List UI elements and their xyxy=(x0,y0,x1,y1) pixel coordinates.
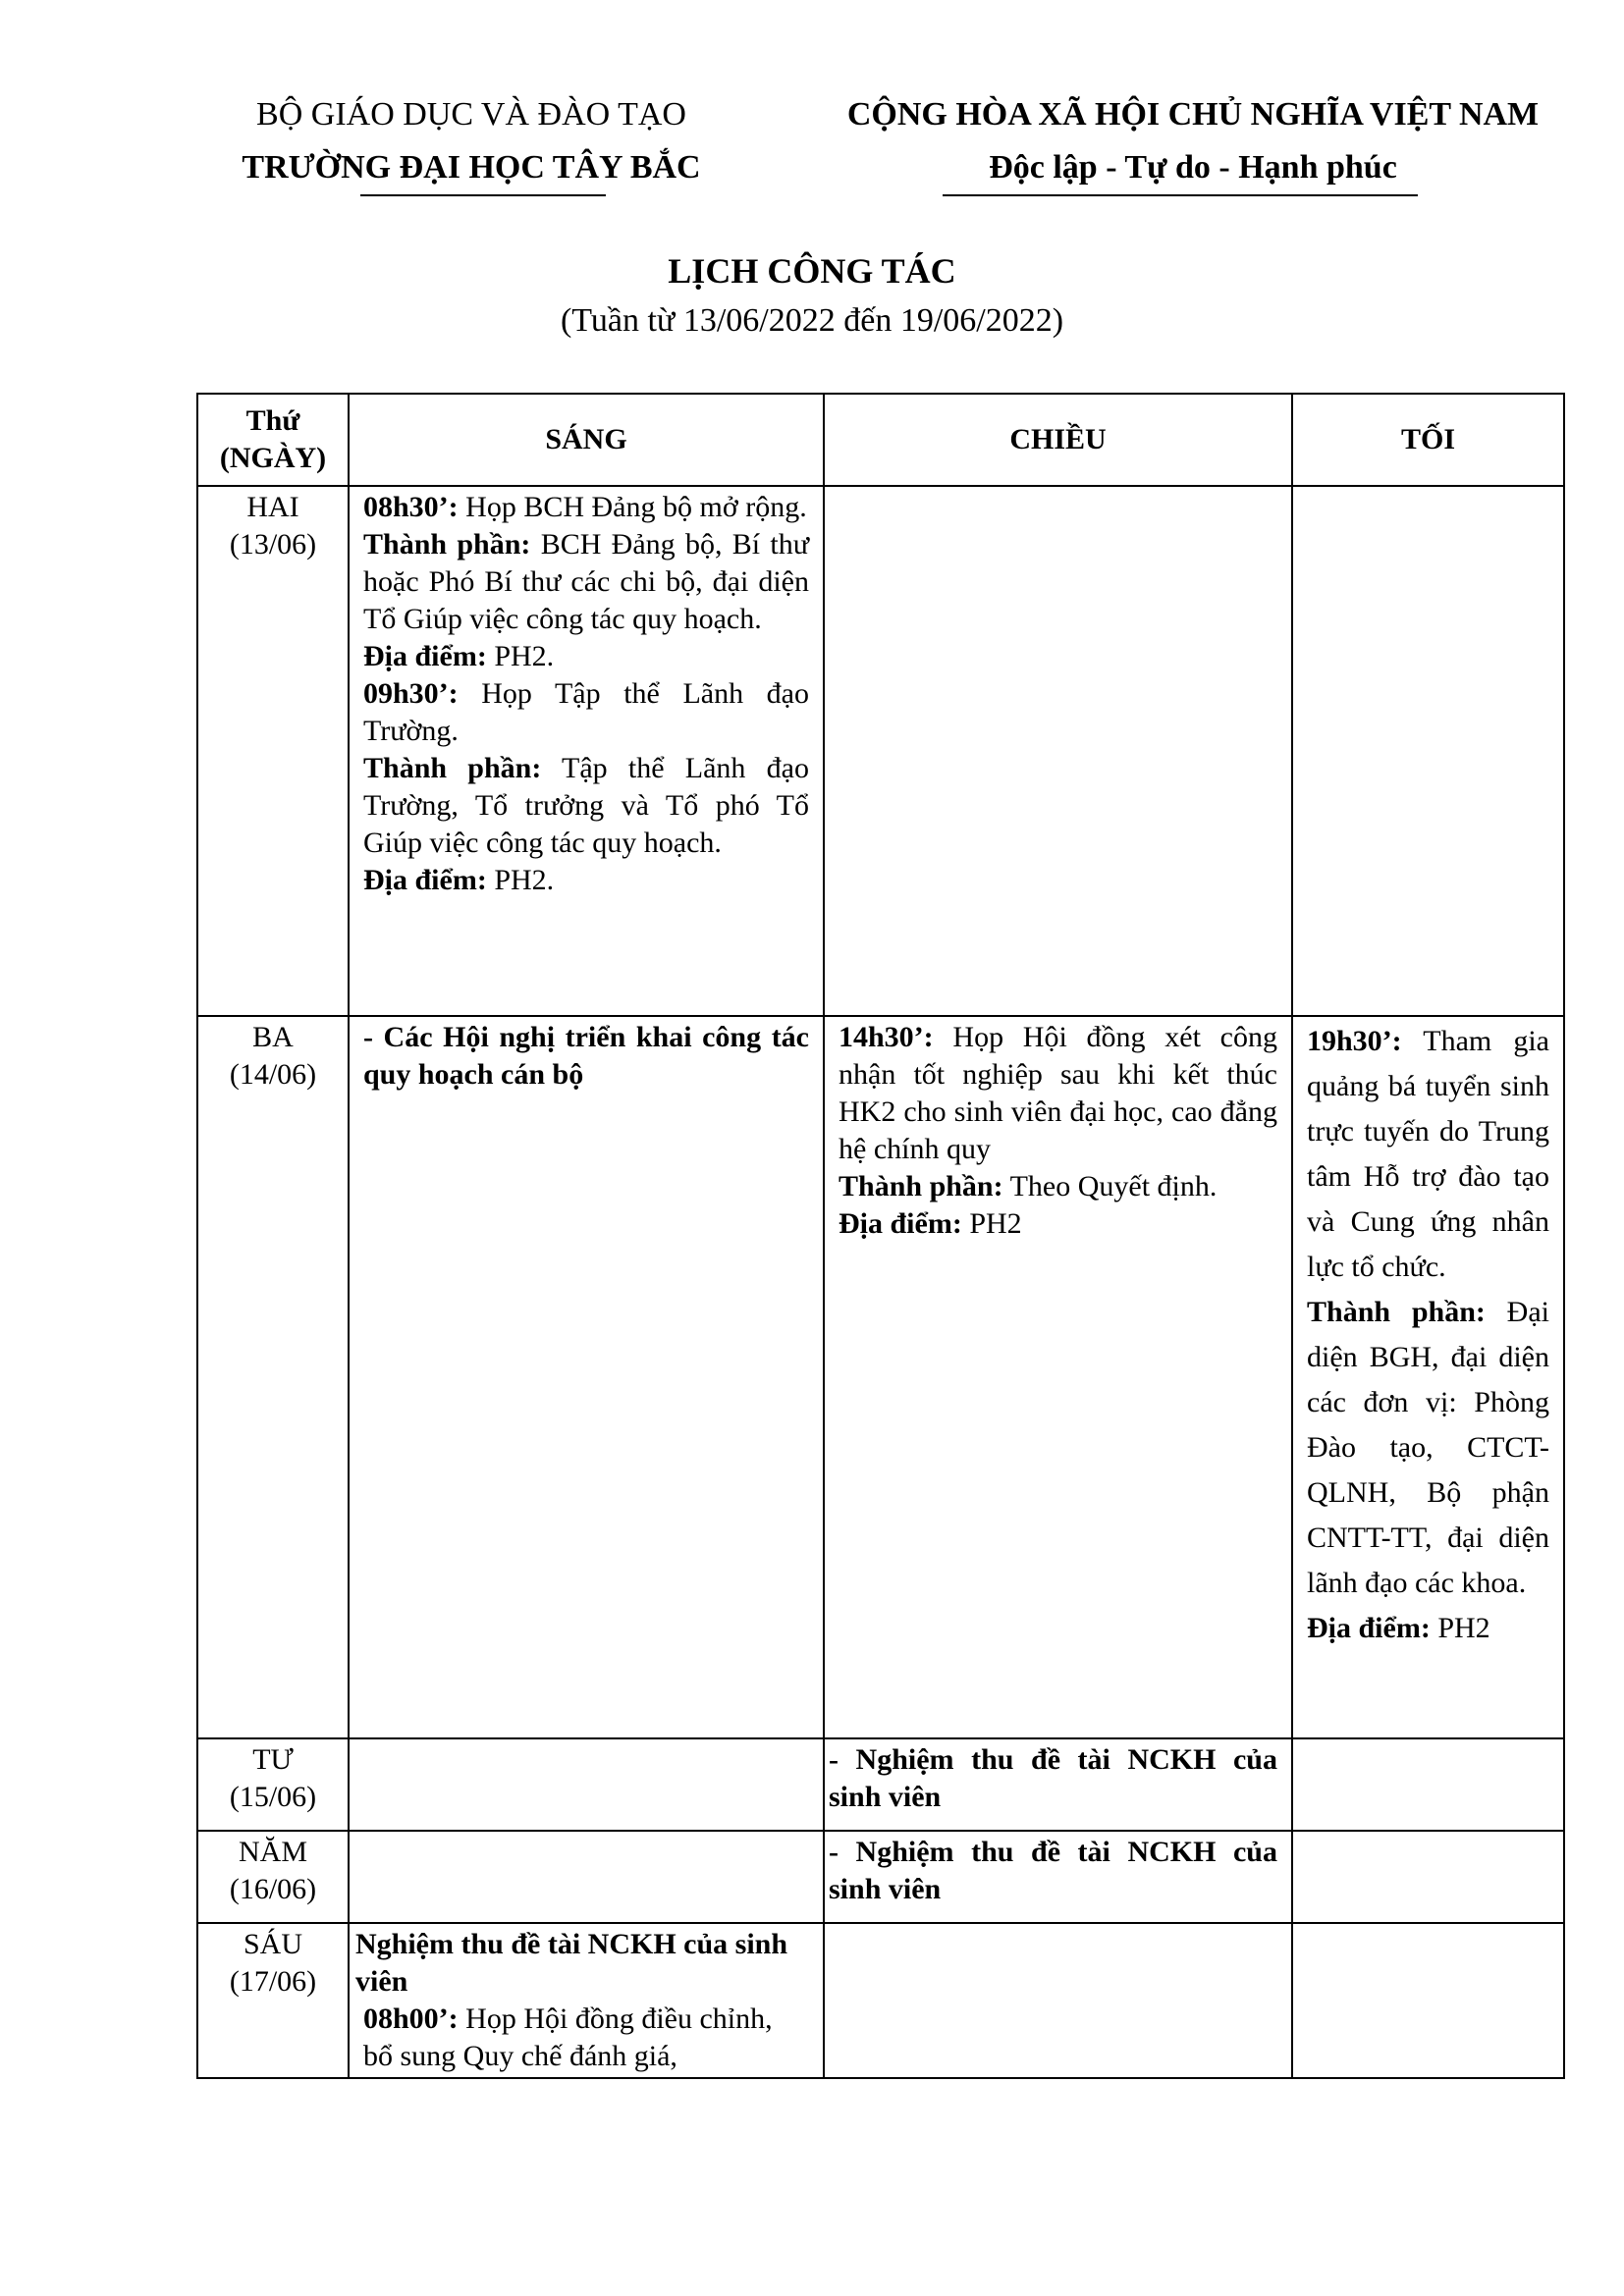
event-location xyxy=(1307,1606,1549,1651)
event-participants xyxy=(363,526,809,638)
table-row xyxy=(197,1831,1564,1923)
event-heading: Nghiệm thu đề tài NCKH của sinh viên xyxy=(355,1928,788,1998)
header-day xyxy=(197,394,349,486)
event-participants xyxy=(839,1168,1277,1205)
event-text: Tham gia quảng bá tuyển sinh trực tuyến do Trung tâm Hỗ trợ đào tạo và Cung ứng nhân lực tổ chức. xyxy=(1307,1025,1549,1283)
evening-cell xyxy=(1292,486,1564,1016)
day-date: (15/06) xyxy=(229,1781,317,1813)
day-name: SÁU xyxy=(243,1928,302,1960)
day-cell xyxy=(197,1831,349,1923)
university-name: TRƯỜNG ĐẠI HỌC TÂY BẮC xyxy=(242,149,701,186)
event-text: - Nghiệm thu đề tài NCKH của sinh viên xyxy=(829,1743,1277,1813)
day-name: TƯ xyxy=(252,1743,294,1776)
event-text: Họp Hội đồng xét công nhận tốt nghiệp sau khi kết thúc HK2 cho sinh viên đại học, cao đẳng hệ chính quy xyxy=(839,1021,1277,1165)
event-participants xyxy=(1307,1290,1549,1606)
event-item xyxy=(1307,1019,1549,1290)
page-subtitle: (Tuần từ 13/06/2022 đến 19/06/2022) xyxy=(560,302,1064,339)
event-text: - Các Hội nghị triển khai công tác quy hoạch cán bộ xyxy=(363,1021,809,1091)
afternoon-cell xyxy=(824,1738,1292,1831)
afternoon-cell xyxy=(824,1016,1292,1738)
header-day-label: Thứ xyxy=(245,404,300,437)
participants-text: BCH Đảng bộ, Bí thư hoặc Phó Bí thư các chi bộ, đại diện Tổ Giúp việc công tác quy hoạch. xyxy=(363,528,809,635)
country-name: CỘNG HÒA XÃ HỘI CHỦ NGHĨA VIỆT NAM xyxy=(846,96,1540,133)
participants-text: Đại diện BGH, đại diện các đơn vị: Phòng Đào tạo, CTCT-QLNH, Bộ phận CNTT-TT, đại diện lãnh đạo các khoa. xyxy=(1307,1296,1549,1599)
issuing-agency xyxy=(157,88,785,194)
national-motto: Độc lập - Tự do - Hạnh phúc xyxy=(989,149,1397,186)
day-date: (14/06) xyxy=(229,1058,317,1091)
day-name: NĂM xyxy=(238,1836,307,1868)
table-row xyxy=(197,1738,1564,1831)
day-name: HAI xyxy=(246,491,299,523)
location-text: PH2. xyxy=(486,864,555,896)
ministry-name: BỘ GIÁO DỤC VÀ ĐÀO TẠO xyxy=(256,96,686,133)
national-header xyxy=(805,88,1581,194)
location-label: Địa điểm: xyxy=(363,864,487,896)
day-date: (13/06) xyxy=(229,528,317,561)
location-text: PH2 xyxy=(961,1207,1022,1240)
event-time: 09h30’: xyxy=(363,677,459,710)
event-time: 14h30’: xyxy=(839,1021,934,1053)
evening-cell xyxy=(1292,1831,1564,1923)
day-cell xyxy=(197,1923,349,2078)
header-morning: SÁNG xyxy=(349,394,824,486)
motto-underline xyxy=(943,194,1418,196)
table-row xyxy=(197,1923,1564,2078)
event-item xyxy=(355,2001,809,2075)
schedule-table xyxy=(196,393,1565,2079)
table-row xyxy=(197,1016,1564,1738)
evening-cell xyxy=(1292,1923,1564,2078)
event-time: 08h30’: xyxy=(363,491,459,523)
event-location xyxy=(363,862,809,899)
header-date-label: (NGÀY) xyxy=(219,442,327,474)
morning-cell xyxy=(349,1923,824,2078)
event-text: - Nghiệm thu đề tài NCKH của sinh viên xyxy=(829,1836,1277,1905)
participants-text: Theo Quyết định. xyxy=(1002,1170,1218,1202)
day-date: (16/06) xyxy=(229,1873,317,1905)
afternoon-cell xyxy=(824,1923,1292,2078)
location-text: PH2. xyxy=(486,640,555,672)
event-item xyxy=(839,1019,1277,1168)
event-text: Họp BCH Đảng bộ mở rộng. xyxy=(458,491,807,523)
event-text: Họp Hội đồng điều chỉnh, bổ sung Quy chế đánh giá, xyxy=(363,2002,773,2072)
evening-cell xyxy=(1292,1738,1564,1831)
location-label: Địa điểm: xyxy=(1307,1612,1431,1644)
header-evening: TỐI xyxy=(1292,394,1564,486)
participants-label: Thành phần: xyxy=(839,1170,1003,1202)
day-name: BA xyxy=(252,1021,294,1053)
event-item xyxy=(363,489,809,526)
participants-label: Thành phần: xyxy=(1307,1296,1486,1328)
morning-cell xyxy=(349,486,824,1016)
table-header-row xyxy=(197,394,1564,486)
event-time: 19h30’: xyxy=(1307,1025,1402,1057)
day-date: (17/06) xyxy=(229,1965,317,1998)
header-afternoon: CHIỀU xyxy=(824,394,1292,486)
morning-cell xyxy=(349,1738,824,1831)
event-location xyxy=(363,638,809,675)
participants-label: Thành phần: xyxy=(363,752,542,784)
event-item xyxy=(363,675,809,750)
event-location xyxy=(839,1205,1277,1243)
location-text: PH2 xyxy=(1430,1612,1490,1644)
participants-text: Tập thể Lãnh đạo Trường, Tổ trưởng và Tổ phó Tổ Giúp việc công tác quy hoạch. xyxy=(363,752,809,859)
event-text: Họp Tập thể Lãnh đạo Trường. xyxy=(363,677,809,747)
event-participants xyxy=(363,750,809,862)
university-underline xyxy=(360,194,606,196)
participants-label: Thành phần: xyxy=(363,528,531,561)
afternoon-cell xyxy=(824,1831,1292,1923)
location-label: Địa điểm: xyxy=(839,1207,962,1240)
day-cell xyxy=(197,1738,349,1831)
location-label: Địa điểm: xyxy=(363,640,487,672)
table-row xyxy=(197,486,1564,1016)
day-cell xyxy=(197,1016,349,1738)
afternoon-cell xyxy=(824,486,1292,1016)
morning-cell xyxy=(349,1831,824,1923)
page-title: LỊCH CÔNG TÁC xyxy=(668,251,956,291)
day-cell xyxy=(197,486,349,1016)
evening-cell xyxy=(1292,1016,1564,1738)
morning-cell xyxy=(349,1016,824,1738)
event-time: 08h00’: xyxy=(363,2002,459,2035)
